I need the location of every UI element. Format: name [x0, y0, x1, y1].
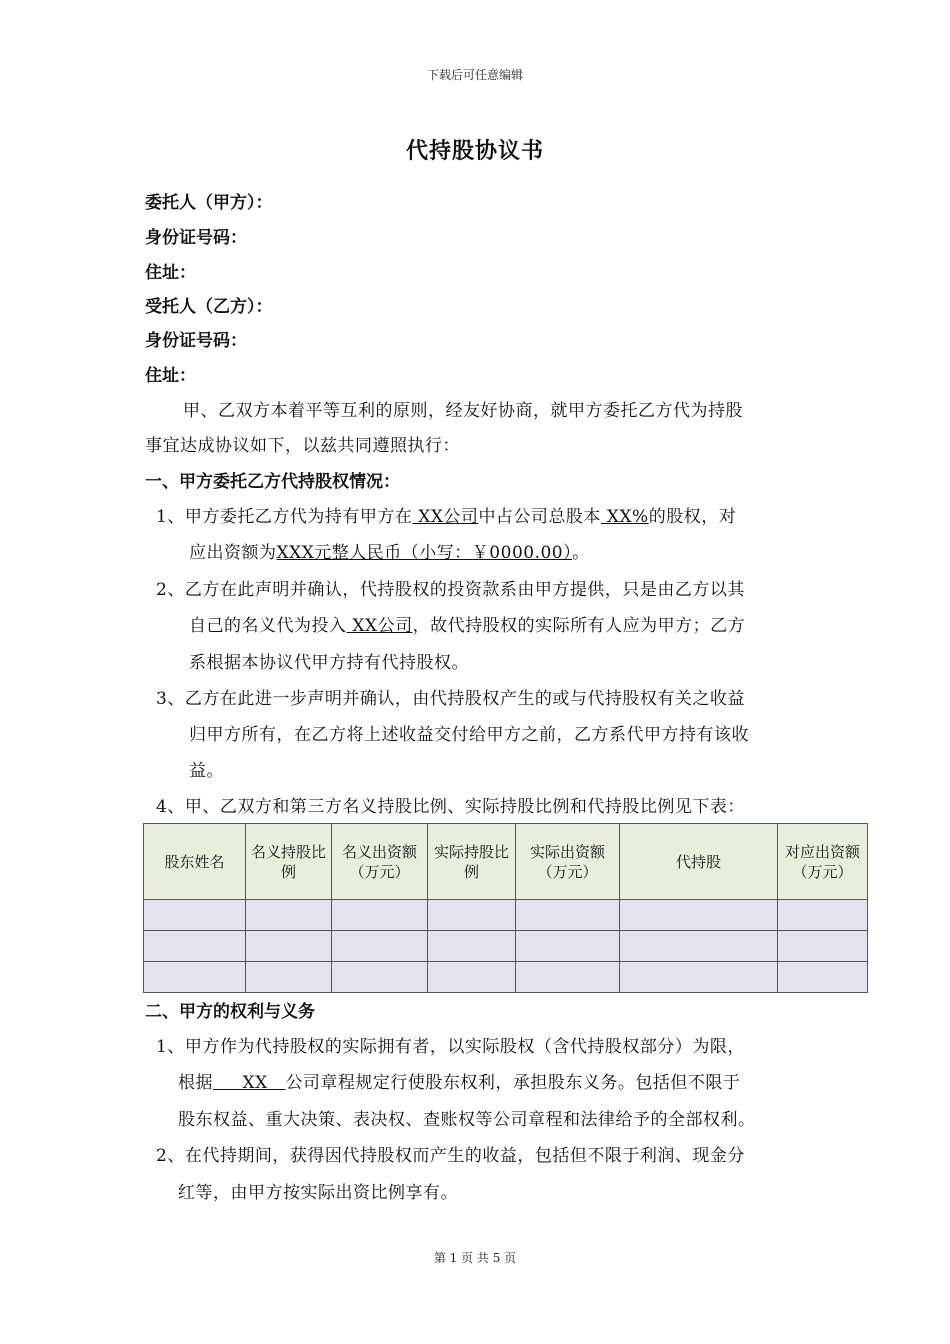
table-header-row	[144, 824, 868, 900]
table-cell	[778, 931, 868, 962]
table-row	[144, 931, 868, 962]
table-cell	[144, 900, 246, 931]
trustee-id-field: 身份证号码：	[145, 331, 247, 351]
table-cell	[428, 931, 516, 962]
table-cell	[516, 962, 620, 993]
table-cell	[620, 931, 778, 962]
table-cell	[332, 931, 428, 962]
column-header: 名义持股比例	[246, 824, 332, 900]
trustee-field: 受托人（乙方）：	[145, 297, 273, 317]
clause-2-2-line-1: 2、在代持期间，获得因代持股权而产生的收益，包括但不限于利润、现金分	[156, 1146, 745, 1166]
table-cell	[246, 931, 332, 962]
clause-1-1-line-1	[156, 502, 736, 527]
company-blank: XX公司	[412, 507, 479, 527]
clause-1-1-line-2	[189, 538, 590, 563]
principal-field: 委托人（甲方）：	[145, 193, 273, 213]
table-cell	[428, 900, 516, 931]
amount-blank: XXX元整人民币（小写：￥0000.00）	[276, 543, 573, 563]
clause-1-3-line-2: 归甲方所有，在乙方将上述收益交付给甲方之前，乙方系代甲方持有该收	[189, 725, 749, 745]
clause-2-2-line-2: 红等，由甲方按实际出资比例享有。	[178, 1183, 458, 1203]
intro-line-1: 甲、乙双方本着平等互利的原则，经友好协商，就甲方委托乙方代为持股	[183, 401, 743, 421]
table-row	[144, 962, 868, 993]
table-row	[144, 900, 868, 931]
column-header: 代持股	[620, 824, 778, 900]
clause-text: 1、甲方委托乙方代为持有甲方在	[156, 507, 413, 527]
intro-line-2: 事宜达成协议如下，以兹共同遵照执行：	[145, 436, 460, 456]
table-cell	[620, 900, 778, 931]
table-cell	[246, 900, 332, 931]
table-cell	[332, 900, 428, 931]
table-cell	[778, 962, 868, 993]
company-blank: XX公司	[346, 616, 413, 636]
clause-text: ，故代持股权的实际所有人应为甲方；乙方	[412, 616, 746, 636]
trustee-address-field: 住址：	[145, 366, 196, 386]
clause-text: 应出资额为	[189, 543, 277, 563]
table-cell	[332, 962, 428, 993]
percentage-blank: XX%	[600, 507, 649, 527]
clause-2-1-line-3: 股东权益、重大决策、表决权、查账权等公司章程和法律给予的全部权利。	[178, 1110, 756, 1130]
column-header: 名义出资额（万元）	[332, 824, 428, 900]
shareholding-table	[143, 823, 868, 993]
column-header: 对应出资额（万元）	[778, 824, 868, 900]
column-header: 股东姓名	[144, 824, 246, 900]
clause-2-1-line-1: 1、甲方作为代持股权的实际拥有者，以实际股权（含代持股权部分）为限，	[156, 1037, 745, 1057]
clause-text: 。	[572, 543, 590, 563]
clause-text: 的股权，对	[648, 507, 737, 527]
page-header: 下载后可任意编辑	[426, 68, 523, 82]
clause-2-1-line-2	[178, 1068, 740, 1093]
document-title: 代持股协议书	[405, 138, 544, 164]
table-cell	[516, 900, 620, 931]
clause-1-2-line-3: 系根据本协议代甲方持有代持股权。	[189, 653, 469, 673]
page-footer: 第 1 页 共 5 页	[433, 1251, 517, 1265]
principal-id-field: 身份证号码：	[145, 228, 247, 248]
section-2-heading: 二、甲方的权利与义务	[145, 1002, 315, 1022]
table-cell	[620, 962, 778, 993]
clause-1-3-line-3: 益。	[189, 761, 224, 781]
table-cell	[428, 962, 516, 993]
table-cell	[516, 931, 620, 962]
clause-1-3-line-1: 3、乙方在此进一步声明并确认，由代持股权产生的或与代持股权有关之收益	[156, 689, 745, 709]
column-header: 实际持股比例	[428, 824, 516, 900]
table-cell	[144, 931, 246, 962]
table-cell	[144, 962, 246, 993]
table-cell	[246, 962, 332, 993]
column-header: 实际出资额（万元）	[516, 824, 620, 900]
table-cell	[778, 900, 868, 931]
clause-text: 根据	[178, 1073, 213, 1093]
principal-address-field: 住址：	[145, 263, 196, 283]
clause-text: 中占公司总股本	[478, 507, 601, 527]
section-1-heading: 一、甲方委托乙方代持股权情况：	[145, 472, 400, 492]
clause-1-2-line-1: 2、乙方在此声明并确认，代持股权的投资款系由甲方提供，只是由乙方以其	[156, 580, 745, 600]
clause-1-4: 4、甲、乙双方和第三方名义持股比例、实际持股比例和代持股比例见下表：	[156, 797, 745, 817]
clause-1-2-line-2	[189, 611, 745, 636]
company-blank: XX	[213, 1073, 286, 1093]
clause-text: 公司章程规定行使股东权利，承担股东义务。包括但不限于	[285, 1073, 741, 1093]
clause-text: 自己的名义代为投入	[189, 616, 347, 636]
